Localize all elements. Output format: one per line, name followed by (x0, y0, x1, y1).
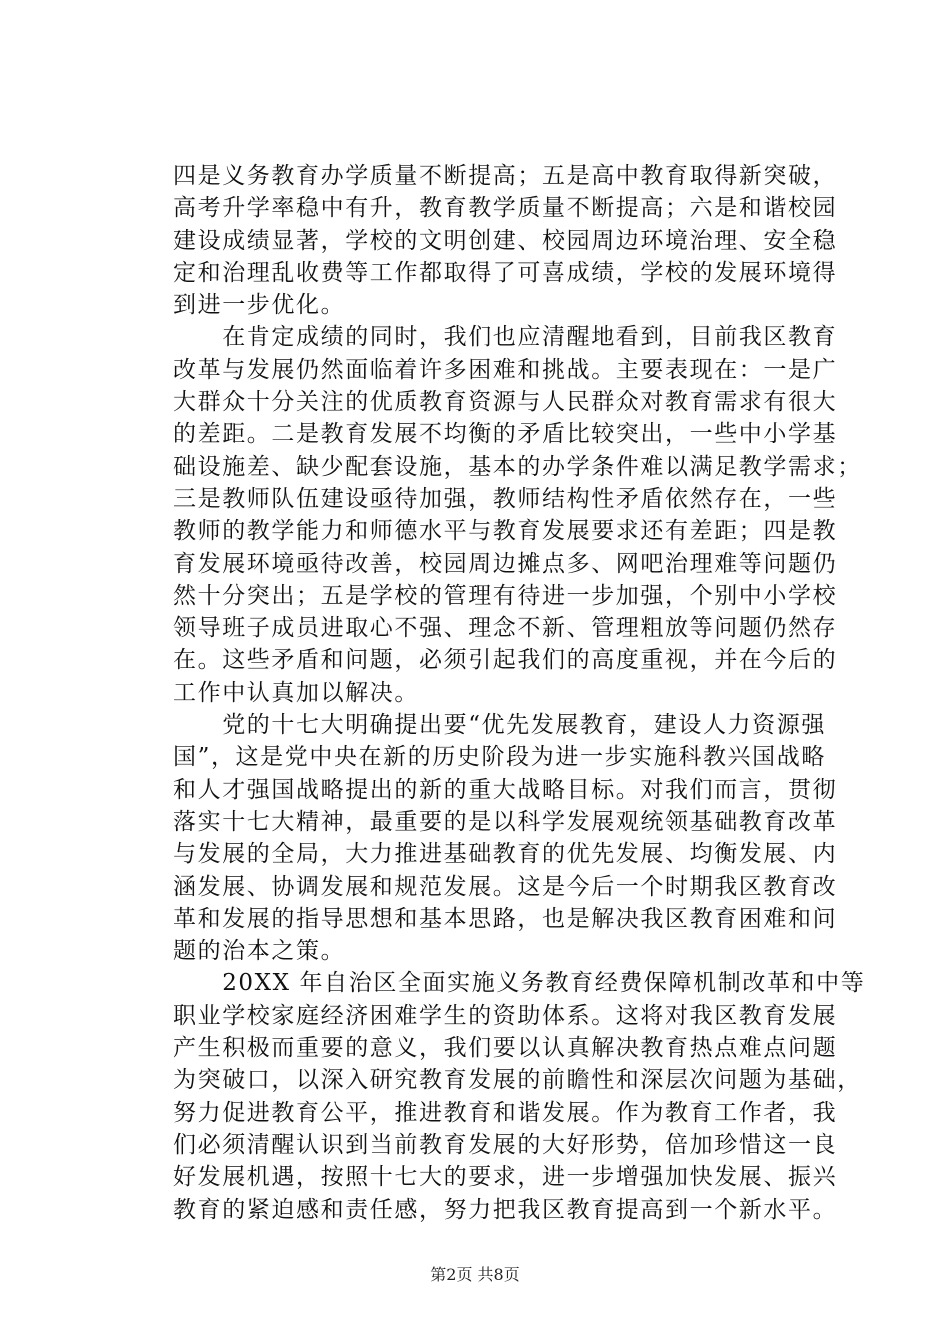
text-line: 建设成绩显著，学校的文明创建、校园周边环境治理、安全稳 (173, 227, 838, 254)
text-line: 教育的紧迫感和责任感，努力把我区教育提高到一个新水平。 (173, 1196, 838, 1223)
text-line: 题的治本之策。 (173, 938, 346, 965)
text-line: 职业学校家庭经济困难学生的资助体系。这将对我区教育发展 (173, 1002, 838, 1029)
text-line: 的差距。二是教育发展不均衡的矛盾比较突出，一些中小学基 (173, 421, 838, 448)
text-line: 在。这些矛盾和问题，必须引起我们的高度重视，并在今后的 (173, 647, 838, 674)
text-line: 定和治理乱收费等工作都取得了可喜成绩，学校的发展环境得 (173, 259, 838, 286)
text-line: 党的十七大明确提出要“优先发展教育，建设人力资源强 (173, 712, 826, 739)
text-line: 努力促进教育公平，推进教育和谐发展。作为教育工作者，我 (173, 1099, 838, 1126)
text-line: 与发展的全局，大力推进基础教育的优先发展、均衡发展、内 (173, 841, 838, 868)
text-line: 四是义务教育办学质量不断提高；五是高中教育取得新突破， (173, 163, 838, 189)
text-line: 然十分突出；五是学校的管理有待进一步加强，个别中小学校 (173, 582, 838, 609)
text-line: 到进一步优化。 (173, 292, 346, 319)
text-line: 20XX 年自治区全面实施义务教育经费保障机制改革和中等 (173, 970, 866, 997)
page-number-footer: 第2页 共8页 (430, 1265, 520, 1284)
text-line: 国”，这是党中央在新的历史阶段为进一步实施科教兴国战略 (173, 744, 826, 771)
text-line: 大群众十分关注的优质教育资源与人民群众对教育需求有很大 (173, 389, 838, 416)
text-line: 三是教师队伍建设亟待加强，教师结构性矛盾依然存在，一些 (173, 485, 838, 512)
text-line: 础设施差、缺少配套设施，基本的办学条件难以满足教学需求； (173, 453, 862, 480)
text-line: 教师的教学能力和师德水平与教育发展要求还有差距；四是教 (173, 518, 838, 545)
text-line: 涵发展、协调发展和规范发展。这是今后一个时期我区教育改 (173, 873, 838, 900)
text-line: 在肯定成绩的同时，我们也应清醒地看到，目前我区教育 (173, 324, 838, 351)
text-line: 工作中认真加以解决。 (173, 679, 419, 706)
document-body (173, 160, 866, 1226)
text-line: 高考升学率稳中有升，教育教学质量不断提高；六是和谐校园 (173, 195, 838, 222)
text-line: 们必须清醒认识到当前教育发展的大好形势，倍加珍惜这一良 (173, 1131, 838, 1158)
text-line: 为突破口，以深入研究教育发展的前瞻性和深层次问题为基础， (173, 1067, 862, 1094)
text-line: 改革与发展仍然面临着许多困难和挑战。主要表现在：一是广 (173, 356, 838, 383)
text-line: 落实十七大精神，最重要的是以科学发展观统领基础教育改革 (173, 808, 838, 835)
text-line: 好发展机遇，按照十七大的要求，进一步增强加快发展、振兴 (173, 1164, 838, 1191)
text-line: 领导班子成员进取心不强、理念不新、管理粗放等问题仍然存 (173, 615, 838, 642)
text-line: 和人才强国战略提出的新的重大战略目标。对我们而言，贯彻 (173, 776, 838, 803)
text-line: 育发展环境亟待改善，校园周边摊点多、网吧治理难等问题仍 (173, 550, 838, 577)
text-line: 产生积极而重要的意义，我们要以认真解决教育热点难点问题 (173, 1035, 838, 1062)
text-line: 革和发展的指导思想和基本思路，也是解决我区教育困难和问 (173, 905, 838, 932)
